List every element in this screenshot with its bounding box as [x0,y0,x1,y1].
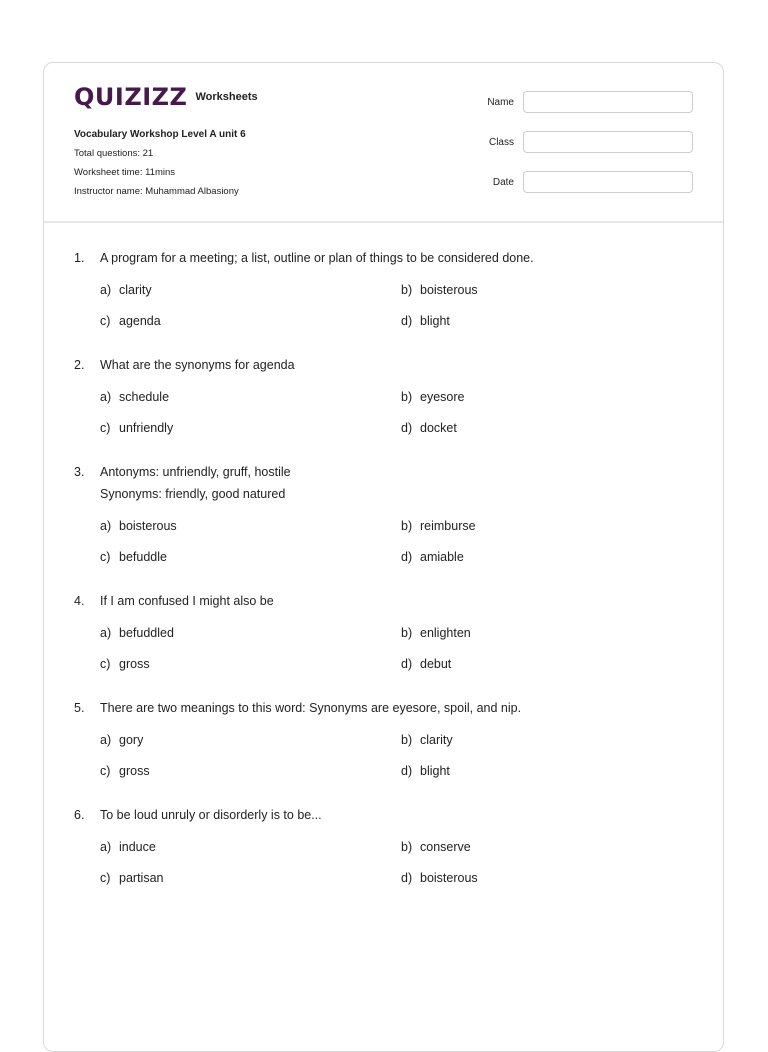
option-d[interactable] [401,867,702,889]
option-text: gross [119,764,150,778]
option-c[interactable] [100,653,401,675]
option-letter: d) [401,550,413,564]
option-letter: a) [100,626,112,640]
option-letter: b) [401,283,413,297]
option-letter: c) [100,657,111,671]
quizizz-logo [74,83,258,111]
question-item [74,804,704,889]
class-input[interactable] [523,131,693,153]
option-letter: c) [100,764,111,778]
question-text: A program for a meeting; a list, outline or plan of things to be considered done. [100,251,534,265]
option-c[interactable] [100,760,401,782]
question-item [74,697,704,782]
option-text: conserve [420,840,471,854]
option-a[interactable] [100,622,401,644]
option-text: clarity [420,733,453,747]
question-list [74,247,704,911]
option-text: enlighten [420,626,471,640]
option-letter: a) [100,390,112,404]
option-text: blight [420,764,450,778]
total-questions: Total questions: 21 [74,148,154,159]
option-text: reimburse [420,519,476,533]
worksheet-time: Worksheet time: 11mins [74,167,176,178]
option-text: clarity [119,283,152,297]
option-text: induce [119,840,156,854]
question-number: 4. [74,594,85,608]
option-a[interactable] [100,386,401,408]
logo-wordmark: QUIZIZZ [74,83,188,111]
name-field [474,91,693,113]
question-text: There are two meanings to this word: Synonyms are eyesore, spoil, and nip. [100,701,522,715]
question-number: 5. [74,701,85,715]
option-text: boisterous [420,871,478,885]
option-letter: b) [401,733,413,747]
option-d[interactable] [401,310,702,332]
option-d[interactable] [401,546,702,568]
option-a[interactable] [100,836,401,858]
question-text: What are the synonyms for agenda [100,358,295,372]
option-c[interactable] [100,546,401,568]
option-a[interactable] [100,729,401,751]
date-field [474,171,693,193]
option-letter: c) [100,871,111,885]
option-letter: d) [401,871,413,885]
option-text: blight [420,314,450,328]
option-text: docket [420,421,457,435]
option-letter: a) [100,840,112,854]
name-label: Name [487,96,514,108]
option-c[interactable] [100,417,401,439]
question-number: 3. [74,465,85,479]
question-item [74,247,704,332]
option-letter: d) [401,657,413,671]
option-text: befuddle [119,550,167,564]
option-text: gory [119,733,144,747]
question-number: 2. [74,358,85,372]
option-letter: b) [401,390,413,404]
date-input[interactable] [523,171,693,193]
option-text: befuddled [119,626,174,640]
option-b[interactable] [401,279,702,301]
worksheet-meta [74,125,246,201]
option-text: schedule [119,390,170,404]
option-letter: a) [100,283,112,297]
option-b[interactable] [401,622,702,644]
option-text: debut [420,657,452,671]
option-letter: a) [100,733,112,747]
option-b[interactable] [401,729,702,751]
option-text: boisterous [119,519,177,533]
class-label: Class [488,136,514,148]
question-number: 1. [74,251,85,265]
logo-subtitle: Worksheets [195,91,258,103]
option-b[interactable] [401,515,702,537]
class-field [474,131,693,153]
question-number: 6. [74,808,85,822]
option-letter: d) [401,421,413,435]
option-b[interactable] [401,386,702,408]
option-text: partisan [119,871,164,885]
question-item [74,354,704,439]
option-letter: b) [401,840,413,854]
option-text: agenda [119,314,161,328]
option-letter: c) [100,421,111,435]
worksheet-title: Vocabulary Workshop Level A unit 6 [74,129,246,140]
option-letter: d) [401,314,413,328]
option-letter: a) [100,519,112,533]
option-b[interactable] [401,836,702,858]
worksheet [43,62,724,1052]
option-letter: b) [401,519,413,533]
question-text: To be loud unruly or disorderly is to be... [100,808,322,822]
option-letter: c) [100,314,111,328]
option-text: boisterous [420,283,478,297]
option-a[interactable] [100,515,401,537]
question-text: Antonyms: unfriendly, gruff, hostile Synonyms: friendly, good natured [100,465,291,501]
question-item [74,461,704,568]
option-d[interactable] [401,653,702,675]
worksheet-header [44,63,723,223]
option-d[interactable] [401,417,702,439]
date-label: Date [492,176,514,188]
option-letter: c) [100,550,111,564]
option-d[interactable] [401,760,702,782]
question-text: If I am confused I might also be [100,594,274,608]
option-text: eyesore [420,390,465,404]
option-a[interactable] [100,279,401,301]
option-text: gross [119,657,150,671]
question-item [74,590,704,675]
option-letter: d) [401,764,413,778]
option-c[interactable] [100,867,401,889]
name-input[interactable] [523,91,693,113]
option-letter: b) [401,626,413,640]
option-text: amiable [420,550,464,564]
instructor-name: Instructor name: Muhammad Albasiony [74,186,239,197]
option-c[interactable] [100,310,401,332]
option-text: unfriendly [119,421,174,435]
